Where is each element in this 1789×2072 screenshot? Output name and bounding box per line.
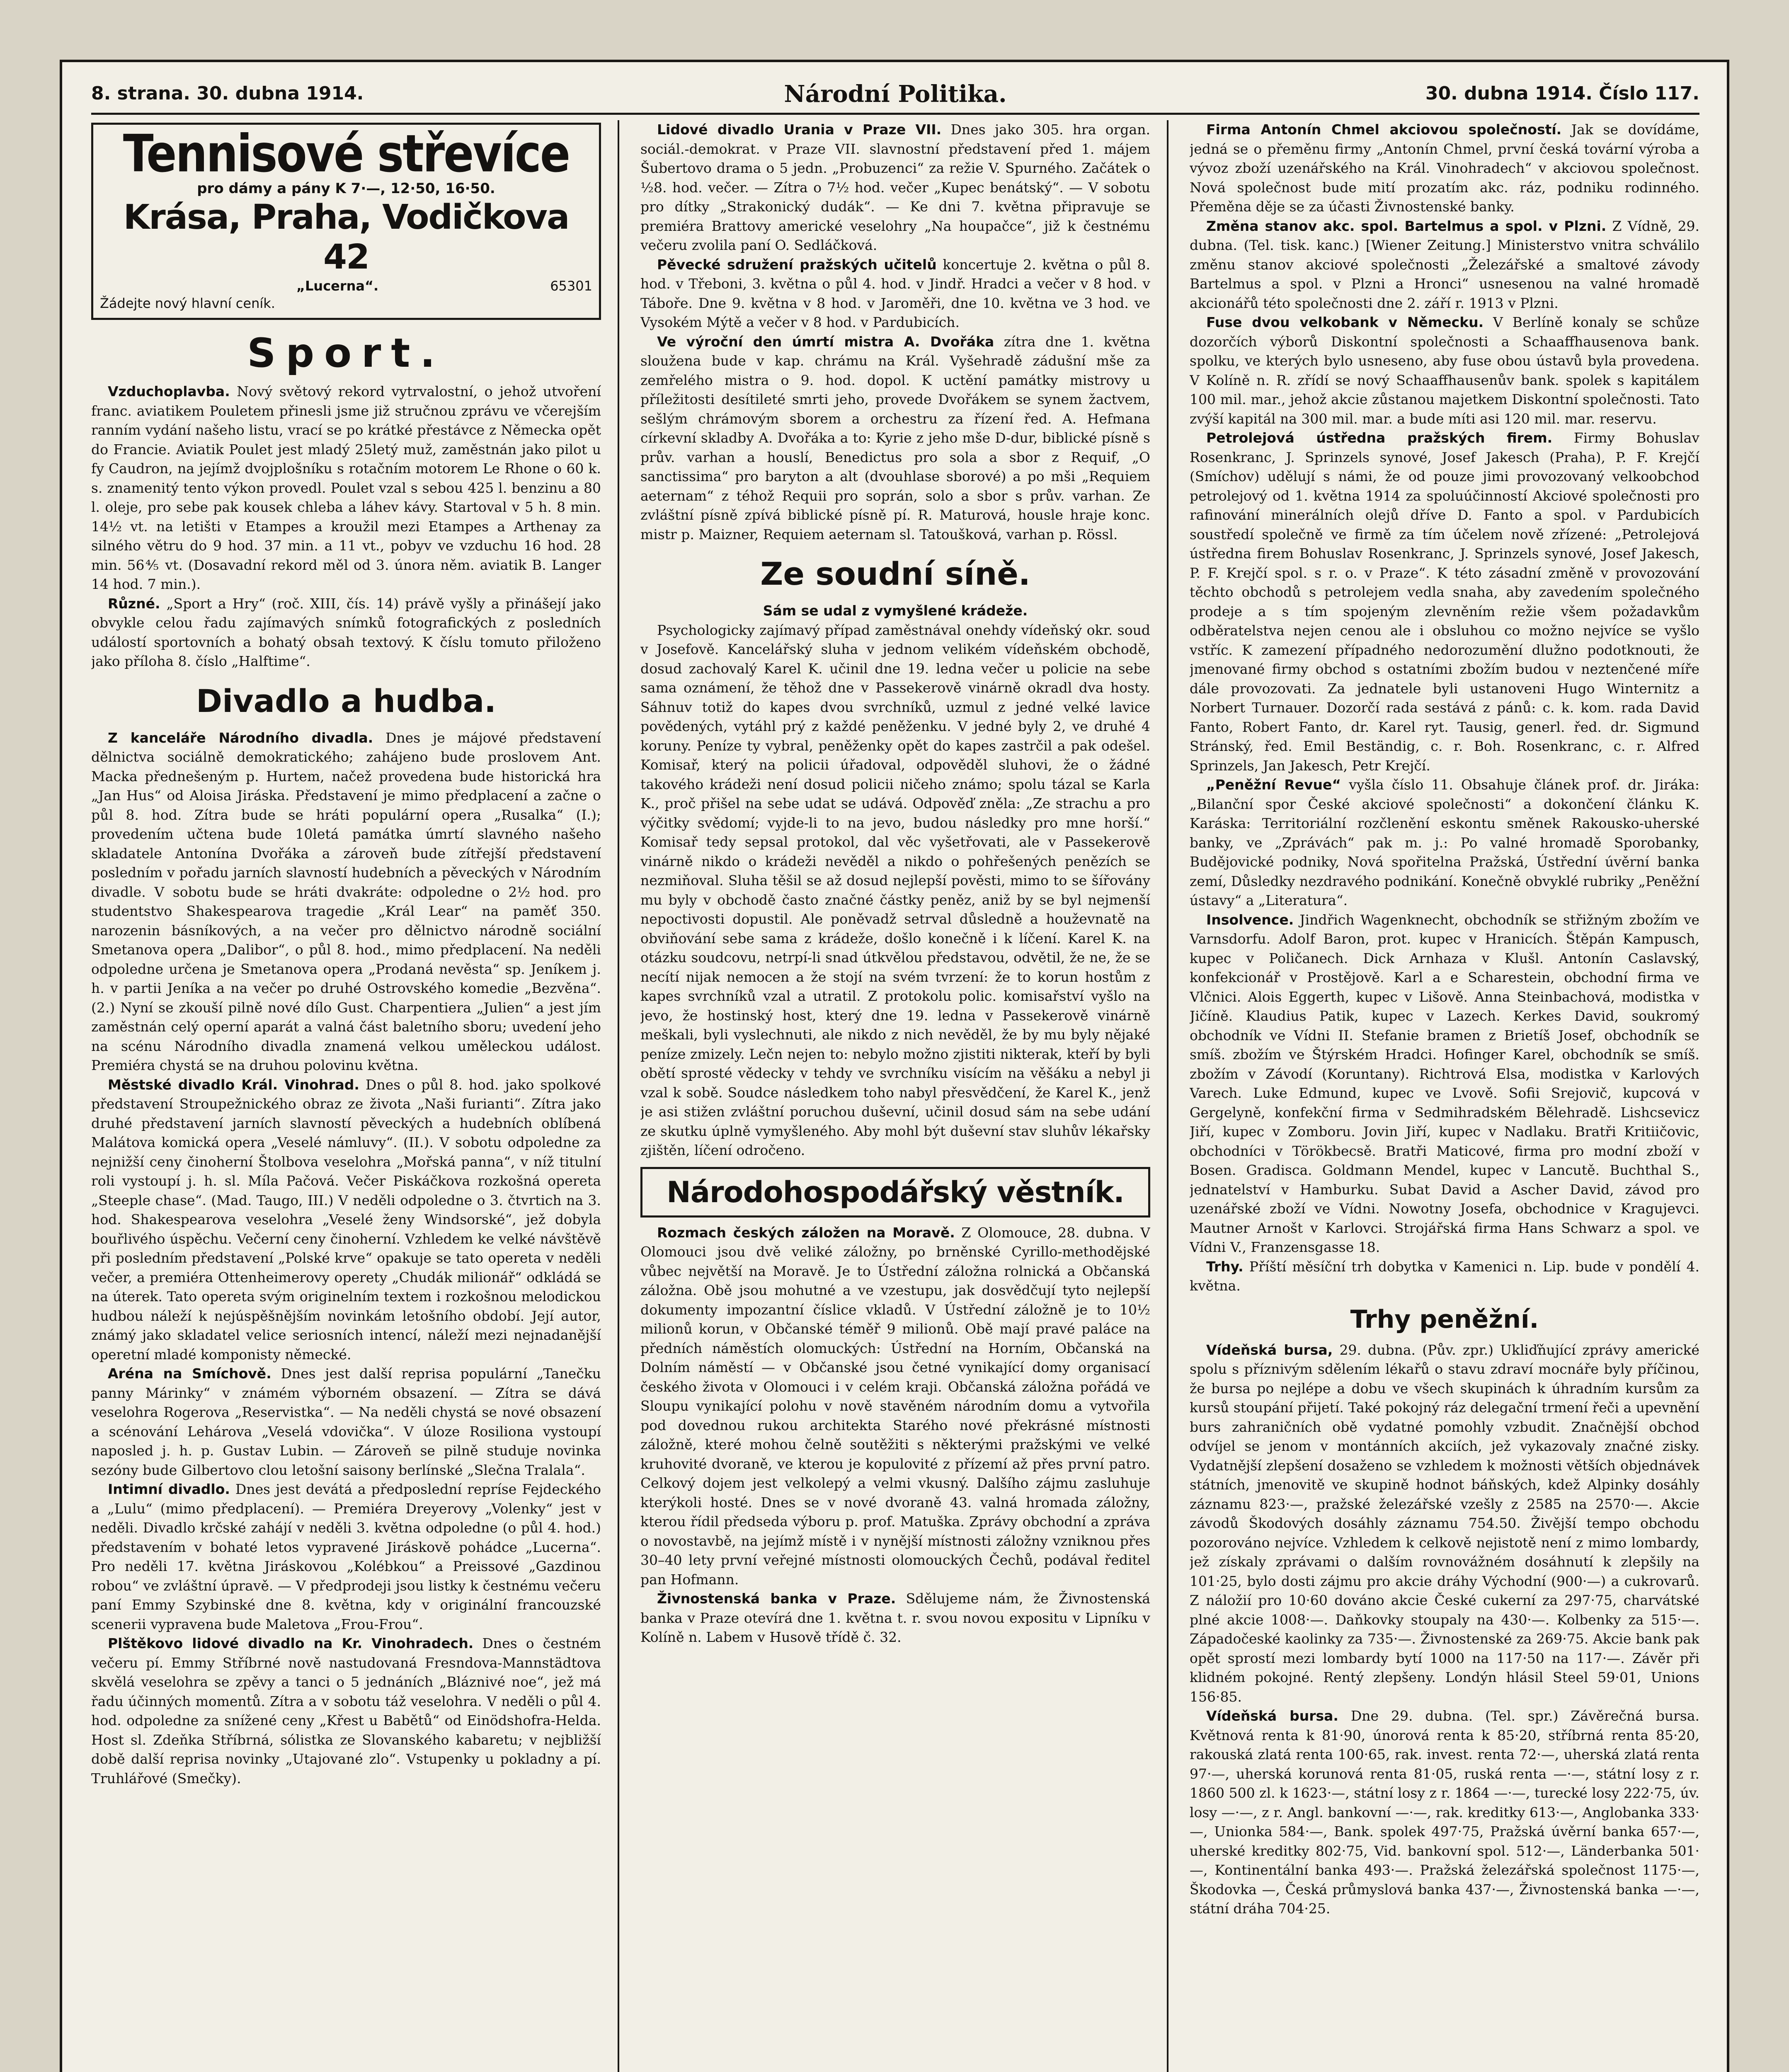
article-paragraph: Městské divadlo Král. Vinohrad. Dnes o půl 8. hod. jako spolkové představení Stroupežnického obraz ze života „Naši furianti“. Zítra jako druhé představení jarních slavností pěveckých a hudebních oblíbená Malátova komická opera „Veselé námluvy“. (II.). V sobotu odpoledne za nejnižší ceny činoherní Štolbova veselohra „Mořská panna“, v níž titulní roli vystoupí j. h. sl. Míla Pačová. Večer Piskáčkova rozkošná opereta „Steeple chase“. (Mad. Taugo, III.) V neděli odpoledne o 3. čtvrtich na 3. hod. Shakespearova veselohra „Veselé ženy Windsorské“, jež dobyla bouřlivého úspěchu. Večerní ceny činoherní. Vzhledem ke velké návštěvě při posledním představení „Polské krve“ opakuje se tato opereta v neděli večer, a premiéra Ottenheimerovy operety „Chudák milionář“ odkládá se na úterek. Tato opereta svým originelním textem i rozkošnou melodickou hudbou náleží k nejúspěšnějším novinkám letošního období. Její autor, známý jako skladatel velice seriosních intencí, náleží mezi nejnadanější operetní mladé komponisty německé. <box>91 1076 601 1363</box>
article-paragraph: Firma Antonín Chmel akciovou společností. Jak se dovídáme, jedná se o přeměnu firmy „Antonín Chmel, první česká tovární výroba a vývoz zboží uzenářského na Král. Vinohradech“ v akciovou společnost. Nová společnost bude mití prozatím akc. ráz, podniku rodinného. Přeměna děje se za účasti Živnostenské banky. <box>1190 121 1699 215</box>
header-date-left: 8. strana. 30. dubna 1914. <box>91 83 364 104</box>
article-paragraph: Insolvence. Jindřich Wagenknecht, obchodník se střižným zbožím ve Varnsdorfu. Adolf Baron, prot. kupec v Hranicích. Štěpán Kampusch, kupec v Poličanech. Dick Arnhaza v Klušl. Antonín Caslavský, konfekcionář v Prostějově. Karl a e Scharestein, obchodní firma ve Vlčnici. Alois Eggerth, kupec v Lišově. Anna Steinbachová, modistka v Jičíně. Klaudius Patik, kupec v Lazech. Kerkes David, soukromý obchodník ve Vídni II. Stefanie bramen z Brietíš Josef, obchodník se smíš. zbožím ve Štýrském Hradci. Hofinger Karel, obchodník se smíš. zbožím v Závodí (Koruntany). Richtrová Elsa, modistka v Karlových Varech. Luke Edmund, kupec ve Lvově. Sofii Srejovič, kupcová v Gergelyně, konfekční firma v Sedmihradském Bělehradě. Lishcsevicz Jiří, kupec v Zomboru. Jovin Jiří, kupec v Nadlaku. Bratři Kritiičovic, obchodníci v Törökbecsě. Bratři Maticové, firma pro modní zboží v Bosen. Gradisca. Goldmann Mendel, kupec v Lancutě. Buchthal S., jednatelství v Hamburku. Subat David a Ascher David, závod pro uzenářské zboží ve Vídni. Nowotny Josefa, obchodnice v Kragujevci. Mautner Arnošt v Karlovci. Strojářská firma Hans Schwarz a spol. ve Vídni V., Franzensgasse 18. <box>1190 911 1699 1255</box>
page-header <box>91 80 1699 112</box>
header-rule <box>91 113 1699 115</box>
article-paragraph: Vídeňská bursa, 29. dubna. (Pův. zpr.) Ukliďňující zprávy americké spolu s příznivým sdělením lékařů o stavu zdraví mocnáře byly příčinou, že bursa po nejlépe a dobu ve všech skupinách k úhradním kursům za kursů stoupání přijetí. Také pokojný ráz delegační trmení řeči a upevnění burs zahraničních obě vydatné pomohly vzbudit. Značnější obchod odvíjel se jenom v montánních akciích, jež vykazovaly značné zisky. Vydatnější zlepšení dosaženo se vzhledem k možnosti větších objednávek státních, jmenovitě ve skupině hodnot báňských, kdež Alpinky dosáhly záznamu 823·—, pražské železářské vzešly z 2585 na 2570·—. Akcie závodů Škodových dosáhly záznamu 754.50. Živější tempo obchodu pozorováno nejvíce. Vzhledem k celkově nejistotě není z mimo lombardy, jež získaly zprávami o dalším rovnovážném dosáhnutí k zlepšily na 101·25, bylo dosti zájmu pro akcie dráhy Východní (900·—) a cukrovarů. Z náložií pro 10·60 dováno akcie České cukerní za 297·75, charvátské plné akcie 1008·—. Daňkovky stoupaly na 430·—. Kolbenky za 515·—. Západočeské kaolinky za 735·—. Živnostenské za 269·75. Akcie bank pak opět sprostí mezi lombardy bytí 1000 na 117·50 na 117·—. Závěr při klidném pokojné. Rentý zlepšeny. Londýn hlásil Steel 59·01, Unions 156·85. <box>1190 1341 1699 1705</box>
article-paragraph: Aréna na Smíchově. Dnes jest další reprisa populární „Tanečku panny Márinky“ v známém výborném obsazení. — Zítra se dává veselohra Rogerova „Reservistka“. — Na neděli chystá se nové obsazení a scénování Lehárova „Veselá vdovička“. V úloze Rosiliona vystoupí naposled j. h. p. Gustav Lubin. — Zároveň se pilně studuje novinka sezóny bude Gilbertovo clou letošní saisony berlínské „Slečna Tralala“. <box>91 1365 601 1478</box>
article-paragraph: Ve výroční den úmrtí mistra A. Dvořáka zítra dne 1. května sloužena bude v kap. chrámu na Král. Vyšehradě zádušní mše za zemřelého mistra o 9. hod. dopol. K uctění památky mistrovy u příležitosti desítileté smrti jeho, provede Dvořákem se synem žactvem, sešlým chrámovým sborem a orchestru za řízení řed. A. Hefmana církevní skladby A. Dvořáka a to: Kyrie z jeho mše D-dur, biblické písně s prův. varhan a houslí, Benedictus pro sola a sbor z Requif, „O sanctissima“ pro baryton a alt (dvouhlase sborové) a po mši „Requiem aeternam“ z téhož Requii pro soprán, solo a sbor s prův. varhan. Ze zvláštní písně zpívá biblické písně pí. R. Maturová, housle hraje konc. mistr p. Maizner, Requiem aeternam sl. Tatoušková, varhan p. Rössl. <box>640 333 1150 542</box>
header-date-right: 30. dubna 1914. Číslo 117. <box>1425 83 1699 104</box>
article-paragraph: Trhy. Příští měsíční trh dobytka v Kamenici n. Lip. bude v pondělí 4. května. <box>1190 1258 1699 1294</box>
column-3 <box>1190 120 1699 2072</box>
article-paragraph: Lidové divadlo Urania v Praze VII. Dnes jako 305. hra organ. sociál.-demokrat. v Praze VII. slavnostní představení před 1. májem Šubertovo drama o 5 jedn. „Probuzenci“ za režie V. Spurného. Začátek o ½8. hod. večer. — Zítra o 7½ hod. večer „Kupec benátský“. — V sobotu pro dítky „Strakonický dudák“. — Ke dni 7. května připravuje se premiéra Brattovy americké veselohry „Na houpačce“, již k čestnému večeru zvolila paní O. Sedláčková. <box>640 121 1150 253</box>
article-paragraph: Psychologicky zajímavý případ zaměstnával onehdy vídeňský okr. soud v Josefově. Kancelářský sluha v jednom velikém vídeňském obchodě, dosud zachovalý Karel K. učinil dne 19. ledna večer u policie na sebe sama oznámení, že těhož dne v Passekerově vinárně okradl dva hosty. Sáhnuv totiž do kapes dvou svrchníků, uzmul z jedné velké lavice povědených, vytáhl prý z každé peněženku. V jedné byly 2, ve druhé 4 koruny. Peníze ty vybral, peněženky opět do kapes zastrčil a pak odešel. Komisař, který na policii úřadoval, odpověděl sluhovi, že o žádné takového krádeži není dosud policii ničeho známo; spolu tázal se Karla K., proč přišel na sebe udat se udává. Odpověď zněla: „Ze strachu a pro výčitky svědomí; vyjde-li to na jevo, budou následky pro mne horší.“ Komisař tedy sepsal protokol, dal věc vyšetřovati, ale v Passekerově vinárně nikdo o krádeži nevěděl a nikdo o pohřešených penězích se nezmiňoval. Sluha těšil se až dosud nejlepší pověsti, mimo to se šířovány mu byly v obchodě často značné částky peněz, aniž by se byl nejmenší nepoctivosti dopustil. Ale poněvadž setrval důsledně a houževnatě na obviňování sebe sama z krádeže, došlo konečně i k líčení. Karel K. na otázku soudcovu, netrpí-li snad útkvělou představou, odvětil, že ne, že se necítí nijak nemocen a že stojí na svém tvrzení: že to korun hostům z kapes svrchníků vzal a utratil. Z protokolu polic. komisařství vyšlo na jevo, že hostinský host, který dne 19. ledna v Passekerově vinárně meškali, byli vyslechnuti, ale nikdo z nich nevěděl, že by mu byly nějaké peníze zmizely. Lečn nejen to: nebylo možno zjistiti nikterak, kteří by byli obětí sprosté vědecky v tehdy ve svrchníku visícím na věšáku a nebyl ji vzal k sobě. Soudce následkem toho nabyl přesvědčení, že Karel K., jenž je asi stižen zvláštní poruchou duševní, učinil dosud sám na sebe udání ze skutku úplně vymyšleného. Aby mohl být duševní stav sluhův lékařsky zjištěn, líčení odročeno. <box>640 622 1150 1158</box>
article-paragraph: Pěvecké sdružení pražských učitelů koncertuje 2. května o půl 8. hod. v Třeboni, 3. května o půl 4. hod. v Jindř. Hradci a večer v 8 hod. v Táboře. Dne 9. května v 8 hod. v Jaroměři, dne 10. května ve 3 hod. ve Vysokém Mýtě a večer v 8 hod. v Pardubicích. <box>640 256 1150 330</box>
article-paragraph: Z kanceláře Národního divadla. Dnes je májové představení dělnictva sociálně demokratického; zahájeno bude proslovem Ant. Macka přednešeným p. Hurtem, načež provedena bude historická hra „Jan Hus“ od Aloisa Jiráska. Představení je mimo předplacení a začne o půl 8. hod. Zítra bude se hráti populární opera „Rusalka“ (I.); provedením učtena bude 10letá památka úmrtí slavného našeho skladatele Antonína Dvořáka a zároveň bude zítřejší představení posledním v pořadu jarních slavností hudebních a pěveckých v Národním divadle. V sobotu bude se hráti dvakráte: odpoledne o 2½ hod. pro studentstvo Shakespearova tragedie „Král Lear“ na paměť 350. narozenin básníkových, a na večer pro dělnictvo národně sociální Smetanova opera „Dalibor“, o půl 8. hod., mimo předplacení. Na neděli odpoledne určena je Smetanova opera „Prodaná nevěsta“ sp. Jeníkem j. h. v partii Jeníka a na večer po druhé Ostrovského komedie „Bezvěna“. (2.) Nyní se zkouší pilně nové dílo Gust. Charpentiera „Julien“ a jest jím zaměstnán celý operní aparát a valná část baletního sboru; uvedení jeho na scénu Národního divadla znamená velkou uměleckou událost. Premiéra chystá se na druhou polovinu května. <box>91 729 601 1073</box>
section-heading-money-markets: Trhy peněžní. <box>1350 1305 1539 1334</box>
ad-address: Krása, Praha, Vodičkova 42 <box>123 198 569 277</box>
article-paragraph: Různé. „Sport a Hry“ (roč. XIII, čís. 14) právě vyšly a přinášejí jako obvykle celou řadu zajímavých snímků fotografických z posledních událostí sportovních a bohatý obsah textový. K číslu tomuto přiloženo jako příloha 8. číslo „Halftime“. <box>91 595 601 669</box>
article-paragraph: Petrolejová ústředna pražských firem. Firmy Bohuslav Rosenkranc, J. Sprinzels synové, Josef Jakesch (Praha), P. F. Krejčí (Smíchov) udělují s námi, že od pouze jimi provozovaný velkoobchod petrolejový od 1. května 1914 za spoluúčinností Akciové společnosti pro rafinování minerálních olejů dříve D. Fanto a spol. v Pardubicích soustředí společně ve firmě za tím účelem nově zřízené: „Petrolejová ústředna firem Bohuslav Rosenkranc, J. Sprinzels synové, Josef Jakesch, P. F. Krejčí spol. s r. o. v Praze“. K této zásadní změně v provozování těchto obchodů s petrolejem vedla snaha, aby zavedením společného prodeje a s tím spojeným zlevněním režie všem požadavkům odběratelstva nejen cenou ale i obsluhou co možno nejvíce se vyšlo vstříc. K zamezení případného nedorozumění dlužno podotknouti, že jmenované firmy obchod s ostatními zbožím budou v neztenčené míře dále provozovati. Za jednatele byli ustanoveni Hugo Winternitz a Norbert Turnauer. Dozorčí rada sestává z pánů: c. k. kom. rada David Fanto, Robert Fanto, dr. Karel ryt. Tausig, generl. řed. dr. Sigmund Stránský, řed. Emil Beständig, c. r. Boh. Rosenkranc, c. r. Alfred Sprinzels, Jan Jakesch, Petr Krejčí. <box>1190 430 1699 774</box>
article-paragraph: Vídeňská bursa. Dne 29. dubna. (Tel. spr.) Závěrečná bursa. Květnová renta k 81·90, únorová renta k 85·20, stříbrná renta 85·20, rakouská zlatá renta 100·65, rak. invest. renta 72·—, uherská zlatá renta 97·—, uherská korunová renta 81·05, ruská renta —·—, státní losy z r. 1860 500 zl. k 1623·—, státní losy z r. 1864 —·—, turecké losy 222·75, úv. losy —·—, z r. Angl. bankovní —·—, rak. kreditky 613·—, Anglobanka 333·—, Unionka 584·—, Bank. spolek 497·75, Pražská úvěrní banka 657·—, uherské kreditky 802·75, Vid. bankovní spol. 512·—, Länderbanka 501·—, Kontinentální banka 493·—. Pražská železářská společnost 1175·—, Škodovka —, Česká průmyslová banka 437·—, Živnostenská banka —·—, státní dráha 704·25. <box>1190 1708 1699 1917</box>
ad-passage: „Lucerna“. <box>296 278 379 294</box>
ad-title: Tennisové střevíce <box>123 124 570 184</box>
column-divider <box>1167 120 1168 2072</box>
article-paragraph: Intimní divadlo. Dnes jest devátá a předposlední repríse Fejdeckého a „Lulu“ (mimo předplacení). — Premiéra Dreyerovy „Volenky“ jest v neděli. Divadlo krčské zahájí v neděli 3. května odpoledne (o půl 4. hod.) představením v bohaté letos vypravené Jiráskově pohádce „Lucerna“. Pro neděli 17. května Jiráskovou „Kolébkou“ a Preissové „Gazdinou robou“ ve zvláštní úpravě. — V předprodeji jsou listky k čestnému večeru paní Emmy Szybinské dne 8. května, kdy v originální francouzské scenerii vypravena bude Maletova „Frou-Frou“. <box>91 1481 601 1632</box>
shoe-advertisement <box>91 123 601 320</box>
column-2 <box>640 120 1150 2072</box>
column-divider <box>618 120 619 2072</box>
article-paragraph: Změna stanov akc. spol. Bartelmus a spol. v Plzni. Z Vídně, 29. dubna. (Tel. tisk. kanc.) [Wiener Zeitung.] Ministerstvo vnitra schválilo změnu stanov akciové společnosti „Železářské a smaltové závody Bartelmus a spol. v Plzni a Hronci“ usnesenou na valné hromadě akcionářů této společnosti dne 2. září r. 1913 v Plzni. <box>1190 218 1699 311</box>
section-heading-sport: Sport. <box>247 330 445 376</box>
section-heading-court: Ze soudní síně. <box>760 555 1030 592</box>
newspaper-page <box>62 62 1727 2072</box>
section-heading-theatre: Divadlo a hudba. <box>196 682 496 719</box>
article-subheading: Sám se udal z vymyšlené krádeže. <box>763 603 1028 619</box>
section-heading-economy: Národohospodářský věstník. <box>640 1167 1150 1218</box>
ad-code: 65301 <box>550 278 592 294</box>
article-paragraph: Živnostenská banka v Praze. Sdělujeme nám, že Živnostenská banka v Praze otevírá dne 1. května t. r. svou novou expositu v Lipníku v Kolíně n. Labem v Husově třídě č. 32. <box>640 1590 1150 1645</box>
article-paragraph: Plštěkovo lidové divadlo na Kr. Vinohradech. Dnes o čestném večeru pí. Emmy Stříbrné nově nastudovaná Fresndova-Mannstädtova skvělá veselohra se zpěvy a tanci o 5 jednáních „Bláznivé noe“, jež má řadu účinných momentů. Zítra a v sobotu táž veselohra. V neděli o půl 4. hod. odpoledne za snížené ceny „Křest u Babětů“ od Einödshofra-Helda. Host sl. Zdeňka Stříbrná, sólistka ze Slovanského kabaretu; v nejbližší době další reprisa novinky „Utajované zlo“. Vstupenky u pokladny a pí. Truhlářové (Smečky). <box>91 1635 601 1786</box>
ad-prices: pro dámy a pány K 7·—, 12·50, 16·50. <box>197 180 495 197</box>
article-paragraph: Vzduchoplavba. Nový světový rekord vytrvalostní, o jehož utvoření franc. aviatikem Pouletem přinesli jsme již stručnou zprávu ve včerejším ranním vydání našeho listu, vrací se po krátké přestávce z Německa opět do Francie. Aviatik Poulet jest mladý 25letý muž, zaměstnán jako pilot u fy Caudron, na jejímž dvojplošníku s rotačním motorem Le Rhone o 60 k. s. znamenitý tento výkon provedl. Poulet vzal s sebou 425 l. benzinu a 80 l. oleje, pro sebe pak kousek chleba a láhev kávy. Startoval v 5 h. 8 min. 14½ vt. na letišti v Etampes a kroužil mezi Etampes a Arthenay za silného větru do 9 hod. 37 min. a 11 vt., pobyv ve vzduchu 16 hod. 28 min. 56⅘ vt. (Dosavadní rekord měl od 3. února něm. aviatik B. Langer 14 hod. 7 min.). <box>91 383 601 592</box>
ad-cta: Žádejte nový hlavní ceník. <box>100 295 275 311</box>
column-1 <box>91 120 601 2072</box>
article-paragraph: Rozmach českých záložen na Moravě. Z Olomouce, 28. dubna. V Olomouci jsou dvě veliké záložny, po brněnské Cyrillo-methodějské vůbec největší na Moravě. Je to Ústřední záložna rolnická a Občanská záložna. Obě jsou mohutné a ve vzestupu, jak dosvědčují tyto nejlepší dokumenty impozantní číslice vkladů. V Ústřední záložně je to 10½ milionů korun, v Občanské téměř 9 milionů. Obě mají pravé paláce na předních náměstích olomuckých: Ústřední na Horním, Občanská na Dolním náměstí — v Občanské jsou četné vynikající domy organisací českého života v Olomouci i v celém kraji. Občanská záložna pořádá ve Sloupu vynikající polohu v nově stavěném národním domu a vytvořila pod dovednou rukou architekta Starého nové překrásné místnosti záložně, které mohou čelně soutěžiti s některými pražskými ve velké kruhovité dvoraně, ve kterou je kopulovité z přízemí až přes první patro. Celkový dojem jest velkolepý a velmi vkusný. Dalšího zájmu zasluhuje kterýkoli hosté. Dnes se v nové dvoraně 43. valná hromada záložny, kterou řídil předseda výboru p. prof. Matuška. Zprávy obchodní a zpráva o novostavbě, na jejímž místě i v nynější místnosti záložny vzniknou přes 30–40 lety první veřejné místnosti olomouckých Čechů, podával ředitel pan Hofmann. <box>640 1224 1150 1588</box>
masthead-title: Národní Politika. <box>784 80 1007 108</box>
article-paragraph: „Peněžní Revue“ vyšla číslo 11. Obsahuje článek prof. dr. Jiráka: „Bilanční spor České akciové společnosti“ a dokončení článku K. Karáska: Territoriální rozčlenění eskontu směnek Rakousko-uherské banky, ve „Zprávách“ pak m. j.: Po valné hromadě Sporobanky, Budějovické podniky, Nová spořitelna Pražská, Ústřední úvěrní banka zemí, Důsledky nezdravého podnikání. Konečně obvyklé rubriky „Peněžní ústavy“ a „Literatura“. <box>1190 777 1699 908</box>
article-paragraph: Fuse dvou velkobank v Německu. V Berlíně konaly se schůze dozorčích výborů Diskontní společnosti a Schaaffhausenova bank. spolku, ve kterých bylo usneseno, aby fuse obou ústavů byla provedena. V Kolíně n. R. zřídí se nový Schaaffhausenův bank. spolek s kapitálem 100 mil. mar., jehož akcie zůstanou majetkem Diskontní společnosti. Tato zvýší kapitál na 300 mil. mar. a bude míti asi 120 mil. mar. reservu. <box>1190 314 1699 427</box>
